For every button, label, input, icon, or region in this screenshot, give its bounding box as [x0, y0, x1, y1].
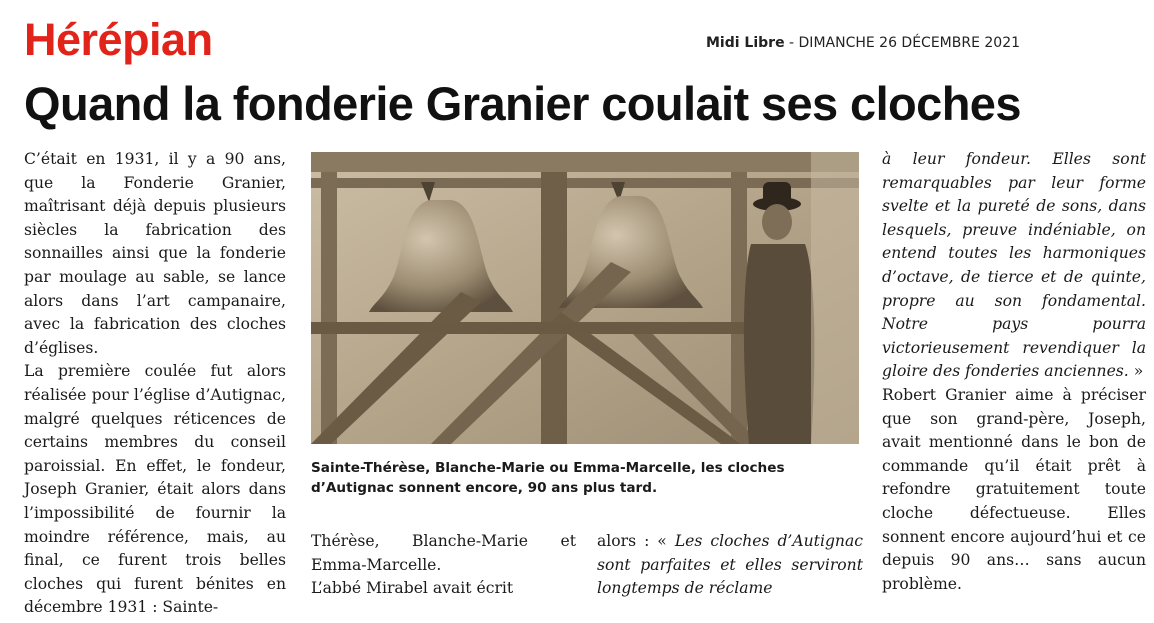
hat-crown [763, 182, 791, 204]
paragraph: Thérèse, Blanche-Marie et Emma-Marcelle. [311, 532, 576, 574]
article-headline: Quand la fonderie Granier coulait ses cloches [24, 77, 1021, 130]
publication-date: DIMANCHE 26 DÉCEMBRE 2021 [798, 35, 1021, 51]
publication-line [706, 35, 1020, 51]
locality-heading: Hérépian [24, 14, 213, 65]
quote-text: Les cloches d’Autignac sont parfaites et elles serviront longtemps de réclame [597, 532, 863, 598]
newspaper-name: Midi Libre [706, 35, 785, 51]
frame-post-left [321, 172, 337, 444]
article-column-3 [597, 530, 863, 601]
paragraph: Robert Granier aime à préciser que son grand-père, Joseph, avait mentionné dans le bon de commande qu’il était prêt à refondre gratuitement toute cloche défectueuse. Elles sonnent encore aujourd’hui et ce depuis 90 ans… sans aucun problème. [882, 385, 1146, 593]
paragraph: La première coulée fut alors réalisée pour l’église d’Autignac, malgré quelques réticences de certains membres du conseil paroissial. En effet, le fondeur, Joseph Granier, était alors dans l’impossibilité de fournir la moindre référence, mais, au final, ce furent trois belles cloches qui furent bénites en décembre 1931 : Sainte- [24, 362, 286, 617]
bells-photo [311, 152, 859, 444]
photo-right-wall [811, 152, 859, 444]
article-column-1 [24, 148, 286, 620]
bells-illustration [311, 152, 859, 444]
quote-text: à leur fondeur. Elles sont remarquables par leur forme svelte et la pureté de sons, dans lesquels, preuve indéniable, on entend toutes les harmoniques d’octave, de tierce et de quinte, propre au son fondamental. Notre pays pourra victorieusement revendiquer la gloire des fonderies anciennes. [882, 150, 1146, 381]
paragraph [882, 148, 1146, 384]
article-column-2 [311, 530, 576, 601]
worker-body [744, 244, 814, 444]
photo-caption: Sainte-Thérèse, Blanche-Marie ou Emma-Marcelle, les cloches d’Autignac sonnent encore, 90 ans plus tard. [311, 460, 785, 496]
quote-intro: alors : « [597, 532, 675, 550]
paragraph: C’était en 1931, il y a 90 ans, que la Fonderie Granier, maîtrisant déjà depuis plusieurs siècles la fabrication des sonnailles ainsi que la fonderie par moulage au sable, se lance alors dans l’art campanaire, avec la fabrication des cloches d’églises. [24, 150, 286, 357]
quote-close: » [1128, 362, 1144, 381]
worker-face [762, 204, 792, 240]
top-beam [311, 152, 859, 172]
paragraph [597, 530, 863, 601]
lower-beam [311, 322, 751, 334]
article-column-4 [882, 148, 1146, 596]
paragraph: L’abbé Mirabel avait écrit [311, 579, 514, 598]
source-separator: - [784, 35, 799, 51]
